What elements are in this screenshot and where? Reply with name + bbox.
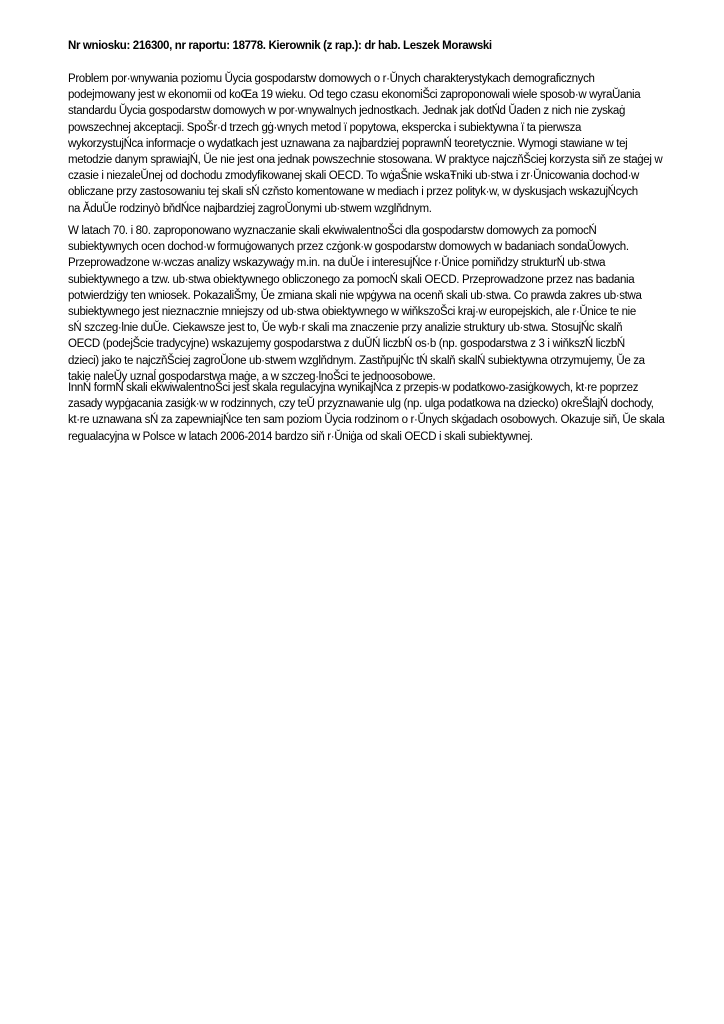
text-line: standardu Ŭycia gospodarstw domowych w por·wnywalnych jednostkach. Jednak jak dotŃd Ŭaden z nich nie zyskaġ xyxy=(68,105,626,118)
text-line: kt·re uznawana sŃ za zapewniajŃce ten sam poziom Ŭycia rodzinom o r·Ŭnych skġadach osobowych. Okazuje siň, Ŭe skala xyxy=(68,414,665,427)
text-line: subiektywnego a tzw. ub·stwa obiektywnego obliczonego za pomocŃ skali OECD. Przeprowadzone przez nas badania xyxy=(68,273,635,286)
text-line: powszechnej akceptacji. SpoŠr·d trzech gġ·wnych metod ï popytowa, ekspercka i subiektywna ï ta pierwsza xyxy=(68,121,582,134)
paragraph-2 xyxy=(68,223,688,385)
text-line: sŃ szczeg·lnie duŬe. Ciekawsze jest to, Ŭe wyb·r skali ma znaczenie przy analizie struktury ub·stwa. StosujŃc skalň xyxy=(68,322,623,335)
report-header: Nr wniosku: 216300, nr raportu: 18778. Kierownik (z rap.): dr hab. Leszek Morawski xyxy=(68,40,492,52)
text-line: dzieci) jako te najczňŠciej zagroŬone ub·stwem wzglňdnym. ZastňpujŃc tŃ skalň skalŃ subiektywna otrzymujemy, Ŭe za xyxy=(68,354,645,367)
text-line: czasie i niezaleŬnej od dochodu zmodyfikowanej skali OECD. To wġaŠnie wskaŦniki ub·stwa i zr·Ŭnicowania dochod·w xyxy=(68,170,640,183)
text-line: metodzie danym sprawiajŃ, Ŭe nie jest ona jednak powszechnie stosowana. W praktyce najczňŠciej korzysta siň ze staġej w xyxy=(68,153,663,166)
text-line: potwierdziġy ten wniosek. PokazaliŠmy, Ŭe zmiana skali nie wpġywa na ocenň skali ub·stwa. Co prawda zakres ub·stwa xyxy=(68,289,642,302)
paragraph-1 xyxy=(68,71,688,217)
text-line: subiektywnych ocen dochod·w formuġowanych przez czġonk·w gospodarstw domowych w badaniach sondaŬowych. xyxy=(68,241,629,254)
paragraph-3 xyxy=(68,380,688,445)
text-line: subiektywnego jest nieznacznie mniejszy od ub·stwa obiektywnego w wiňkszoŠci kraj·w europejskich, ale r·Ŭnice te nie xyxy=(68,305,636,318)
text-line: wykorzystujŃca informacje o wydatkach jest uznawana za najbardziej poprawnŃ teoretycznie. Wymogi stawiane w tej xyxy=(68,137,628,150)
text-line: regualacyjna w Polsce w latach 2006-2014 bardzo siň r·Ŭniġa od skali OECD i skali subiektywnej. xyxy=(68,430,533,443)
text-line: W latach 70. i 80. zaproponowano wyznaczanie skali ekwiwalentnoŠci dla gospodarstw domowych za pomocŃ xyxy=(68,225,597,237)
text-line: podejmowany jest w ekonomii od koŒa 19 wieku. Od tego czasu ekonomiŠci zaproponowali wiele sposob·w wyraŬania xyxy=(68,89,641,102)
text-line: takie naleŬy uznaĺ gospodarstwa maġe, a w szczeg·lnoŠci te jednoosobowe. xyxy=(68,370,436,383)
text-line: Problem por·wnywania poziomu Ŭycia gospodarstw domowych o r·Ŭnych charakterystykach demograficznych xyxy=(68,73,595,85)
text-line: Przeprowadzone w·wczas analizy wskazywaġy m.in. na duŬe i interesujŃce r·Ŭnice pomiňdzy strukturŃ ub·stwa xyxy=(68,257,606,270)
text-line: InnŃ formŃ skali ekwiwalentnoŠci jest skala regulacyjna wynikajŃca z przepis·w podatkowo-zasiġkowych, kt·re poprzez xyxy=(68,382,639,394)
text-line: zasady wypġacania zasiġk·w w rodzinnych, czy teŬ przyznawanie ulg (np. ulga podatkowa na dziecko) okreŠlajŃ dochody, xyxy=(68,398,654,411)
text-line: OECD (podejŠcie tradycyjne) wskazujemy gospodarstwa z duŬŃ liczbŃ os·b (np. gospodarstwa z 3 i wiňkszŃ liczbŃ xyxy=(68,338,625,351)
text-line: obliczane przy zastosowaniu tej skali sŃ czňsto komentowane w mediach i przez polityk·w, w dyskusjach wskazujŃcych xyxy=(68,186,638,199)
text-line: na ĂduŬe rodzinyò bňdŃce najbardziej zagroŬonymi ub·stwem wzglňdnym. xyxy=(68,202,432,215)
